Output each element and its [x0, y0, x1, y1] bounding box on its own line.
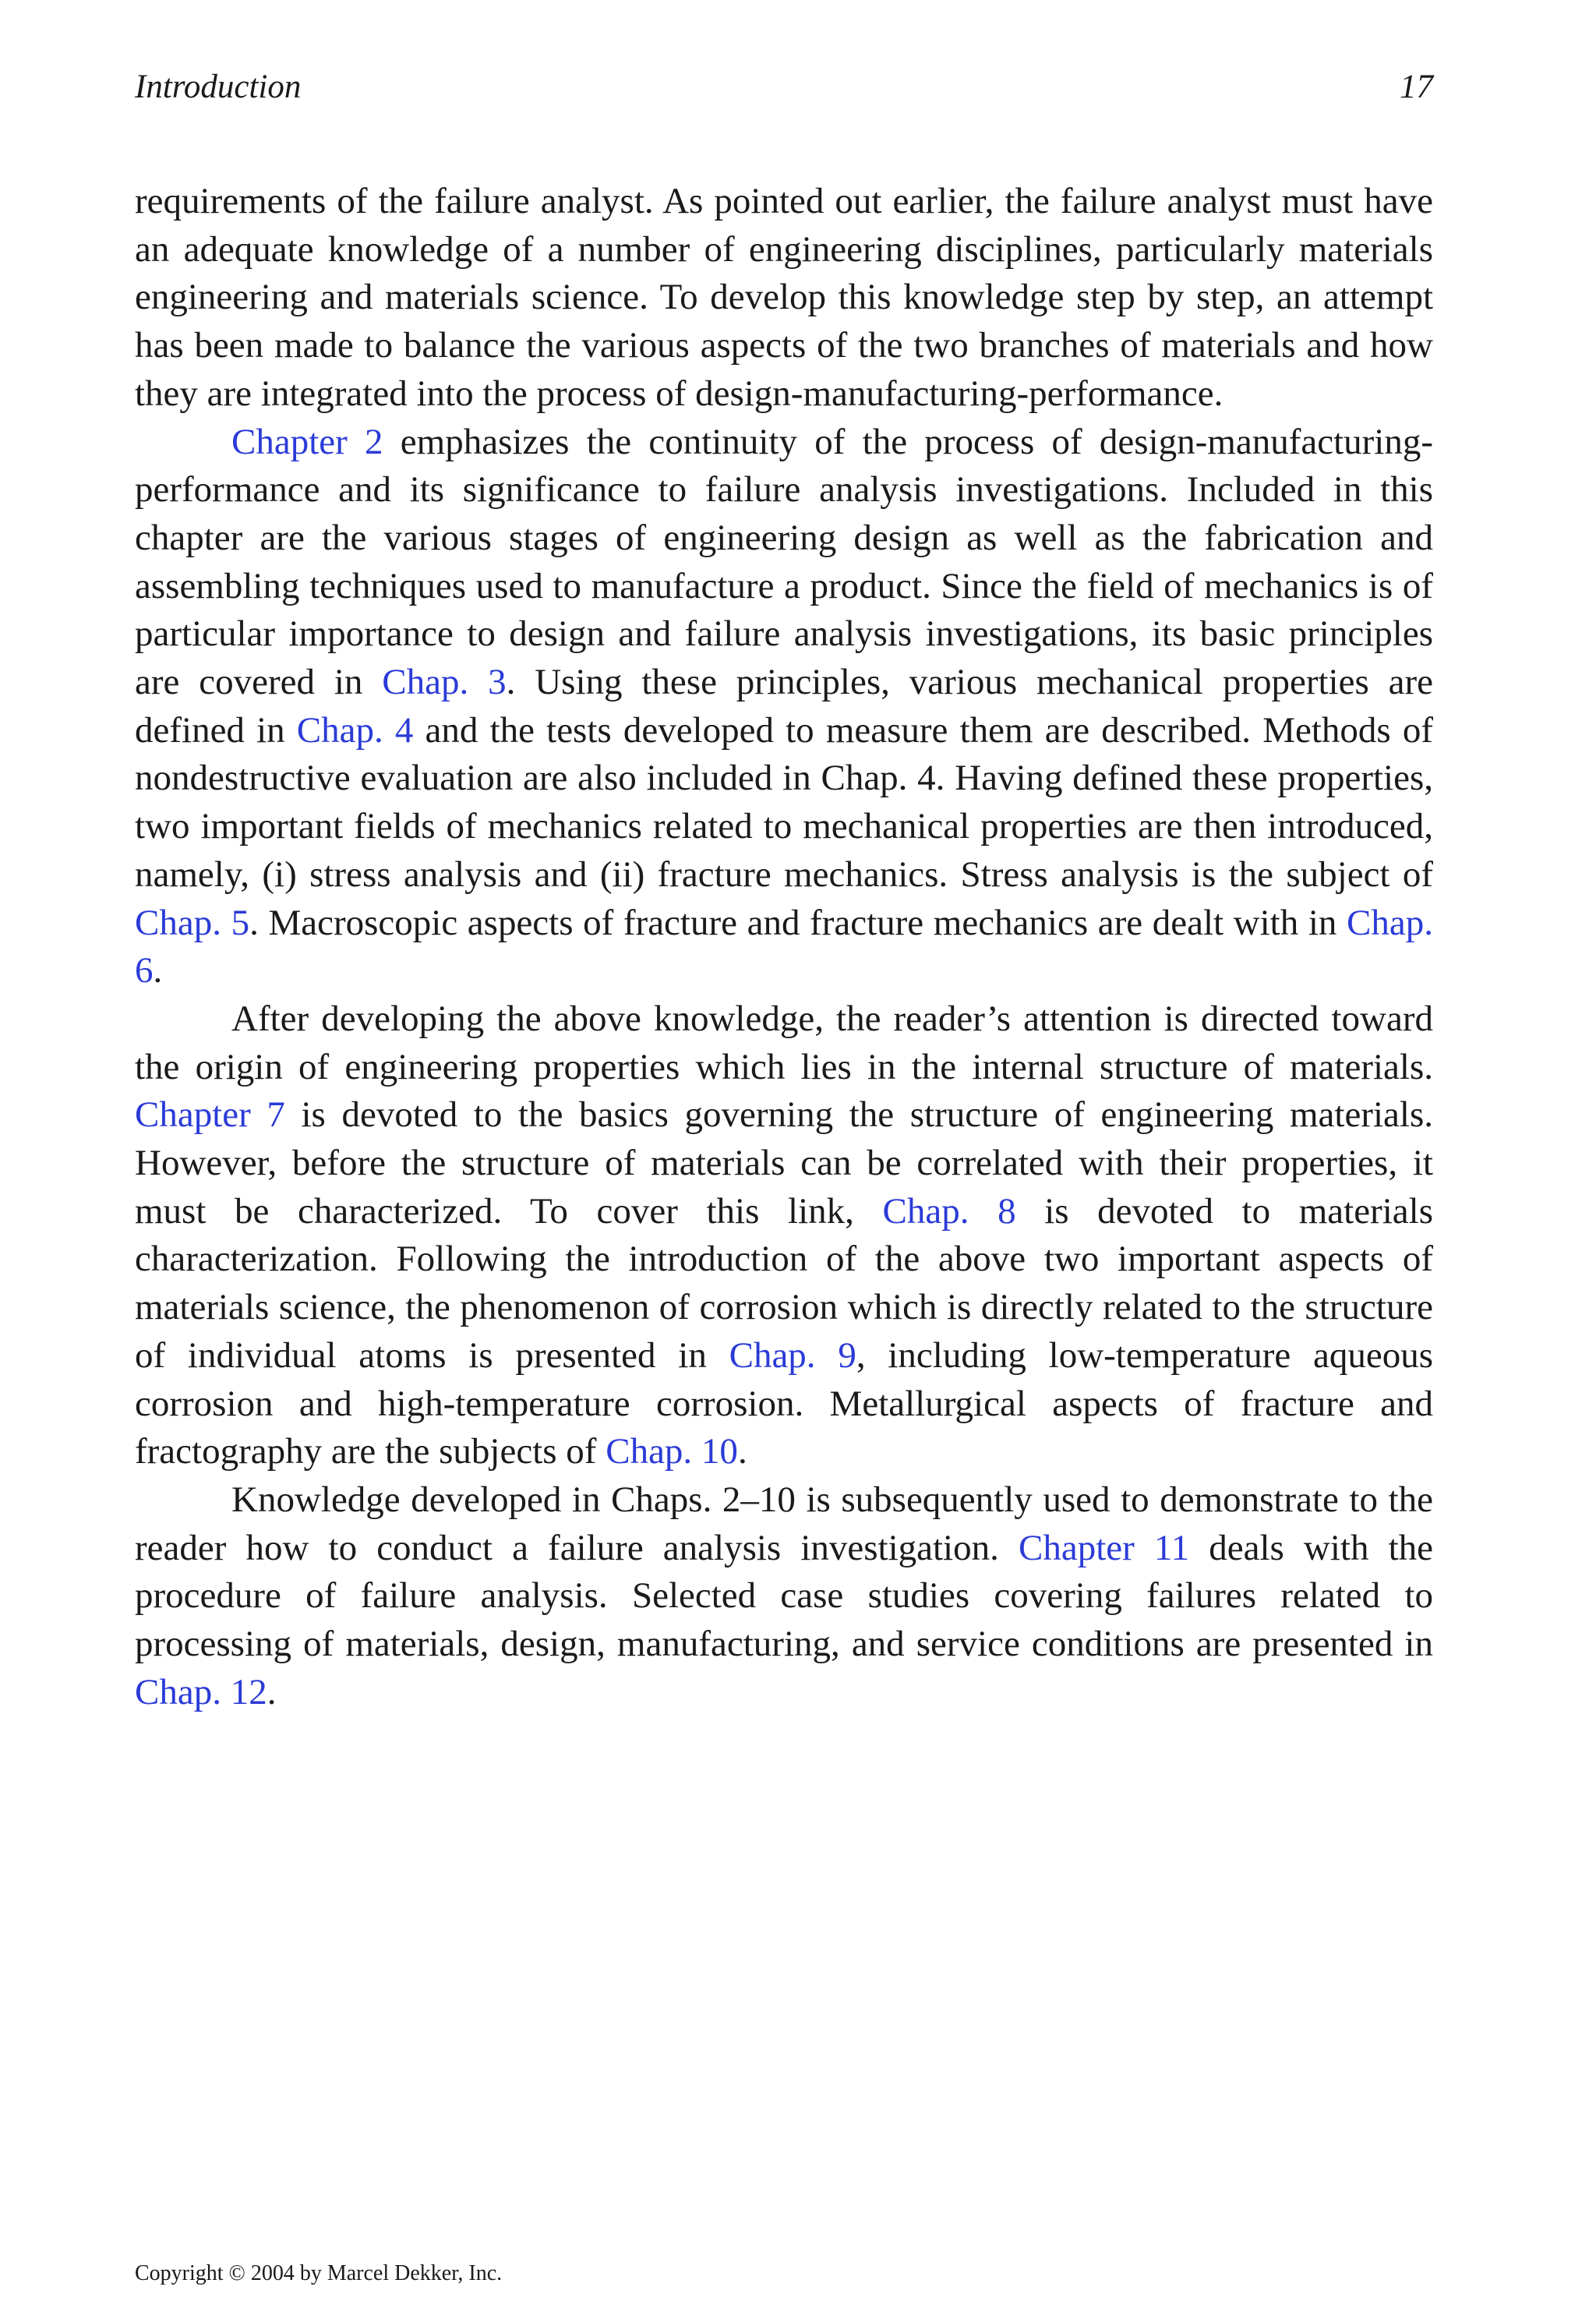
xref-chap-8[interactable]: Chap. 8 — [882, 1190, 1016, 1232]
running-header — [135, 64, 1433, 111]
copyright-footer: Copyright © 2004 by Marcel Dekker, Inc. — [135, 2261, 503, 2285]
paragraph-4-text: . — [267, 1671, 277, 1712]
xref-chap-6[interactable]: Chap. 6 — [135, 902, 1433, 991]
xref-chapter-11[interactable]: Chapter 11 — [1018, 1527, 1190, 1568]
paragraph-1 — [135, 178, 1433, 419]
xref-chap-10[interactable]: Chap. 10 — [606, 1431, 738, 1472]
paragraph-2 — [135, 419, 1433, 995]
paragraph-3-text: is devoted to the basics governing the structure of engineering materials. However, before the structure of materials can be correlated with their properties, it must be characterized. To cover this link, — [135, 1094, 1433, 1232]
paragraph-4-text: Knowledge developed in Chaps. 2–10 is subsequently used to demonstrate to the reader how to conduct a failure analysis investigation. — [135, 1479, 1433, 1568]
running-title: Introduction — [135, 69, 302, 105]
paragraph-3-text: is devoted to materials characterization. Following the introduction of the above two important aspects of materials science, the phenomenon of corrosion which is directly related to the structure of individual atoms is presented in — [135, 1190, 1433, 1376]
paragraph-3-text: After developing the above knowledge, the reader’s attention is directed toward the origin of engineering properties which lies in the internal structure of materials. — [135, 998, 1433, 1087]
xref-chap-4[interactable]: Chap. 4 — [296, 709, 414, 751]
page-number: 17 — [1400, 69, 1433, 105]
paragraph-2-text: . — [153, 950, 163, 991]
paragraph-3-text: , including low-temperature aqueous corrosion and high-temperature corrosion. Metallurgical aspects of fracture and fractography are the subjects of — [135, 1334, 1433, 1472]
body-text — [135, 178, 1433, 1717]
paragraph-3 — [135, 995, 1433, 1476]
xref-chap-9[interactable]: Chap. 9 — [729, 1334, 856, 1376]
xref-chapter-2[interactable]: Chapter 2 — [231, 421, 383, 462]
xref-chap-3[interactable]: Chap. 3 — [382, 662, 507, 703]
paragraph-2-text: . Using these principles, various mechanical properties are defined in — [135, 662, 1433, 751]
paragraph-3-text: . — [737, 1431, 747, 1472]
paragraph-2-text: emphasizes the continuity of the process of design-manufacturing-performance and its significance to failure analysis investigations. Included in this chapter are the various stages of engineering design as well as the fabrication and assembling techniques used to manufacture a product. Since the field of mechanics is of particular importance to design and failure analysis investigations, its basic principles are covered in — [135, 421, 1434, 703]
paragraph-2-text: and the tests developed to measure them are described. Methods of nondestructive evaluation are also included in Chap. 4. Having defined these properties, two important fields of mechanics related to mechanical properties are then introduced, namely, (i) stress analysis and (ii) fracture mechanics. Stress analysis is the subject of — [135, 709, 1433, 895]
paragraph-2-text: . Macroscopic aspects of fracture and fracture mechanics are dealt with in — [249, 902, 1347, 943]
xref-chap-12[interactable]: Chap. 12 — [135, 1671, 267, 1712]
paragraph-4 — [135, 1476, 1433, 1717]
paragraph-1-text: requirements of the failure analyst. As pointed out earlier, the failure analyst must have an adequate knowledge of a number of engineering disciplines, particularly materials engineering and materials science. To develop this knowledge step by step, an attempt has been made to balance the various aspects of the two branches of materials and how they are integrated into the process of design-manufacturing-performance. — [135, 181, 1433, 414]
xref-chap-5[interactable]: Chap. 5 — [135, 902, 250, 943]
xref-chapter-7[interactable]: Chapter 7 — [135, 1094, 285, 1136]
paragraph-4-text: deals with the procedure of failure analysis. Selected case studies covering failures related to processing of materials, design, manufacturing, and service conditions are presented in — [135, 1527, 1433, 1665]
